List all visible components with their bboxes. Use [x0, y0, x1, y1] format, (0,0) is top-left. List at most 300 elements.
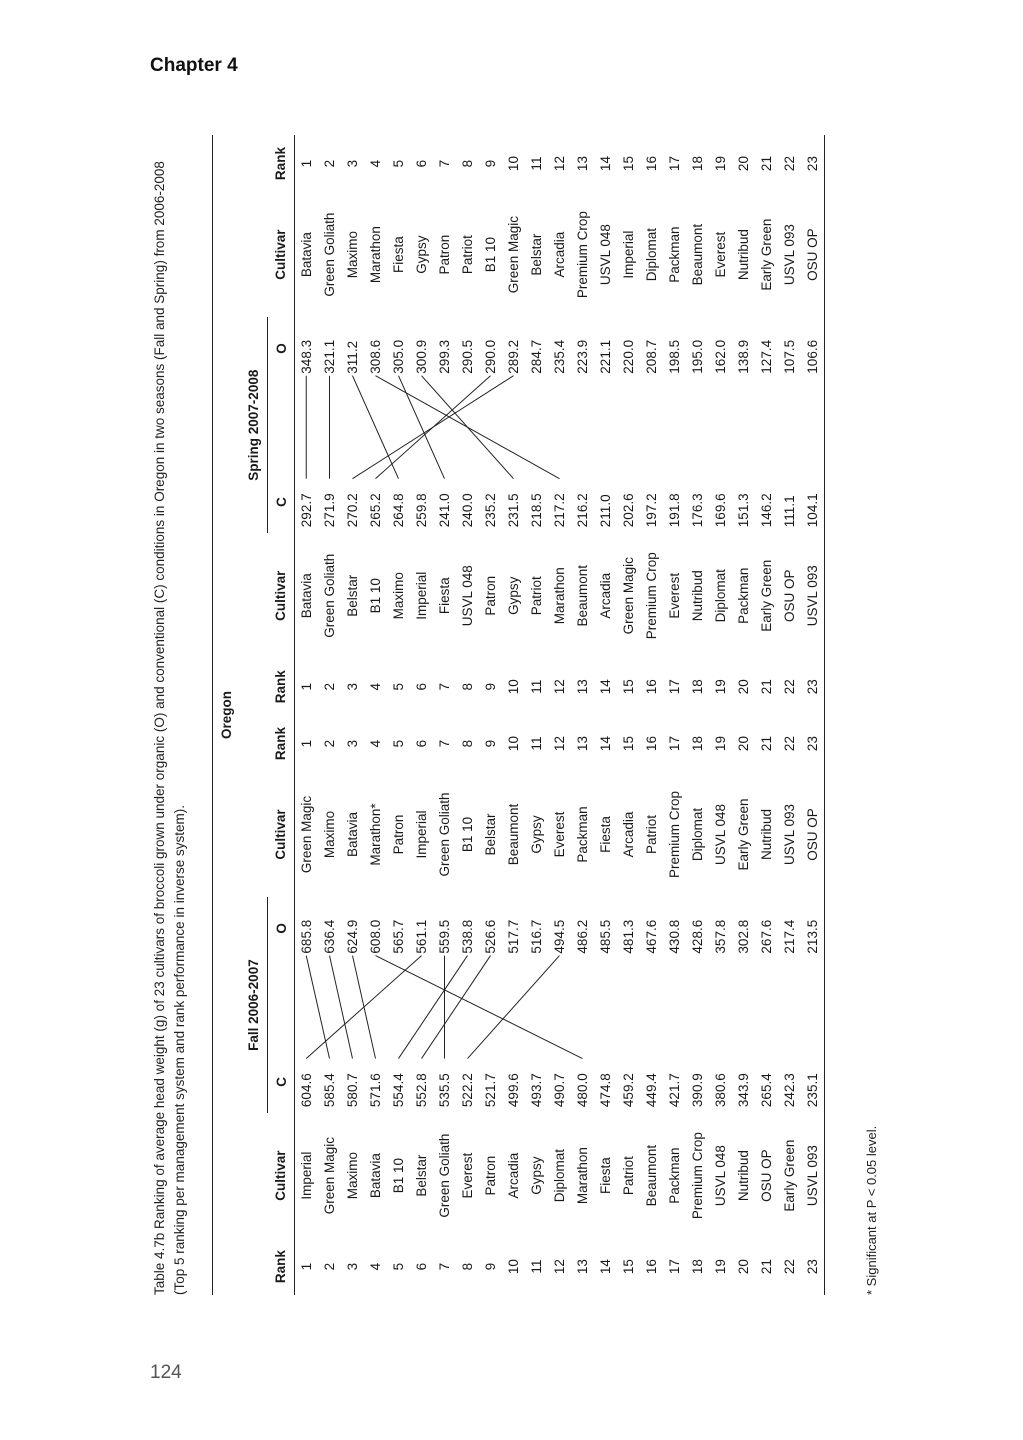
spring-o-cultivar-cell: Batavia [299, 232, 314, 278]
fall-o-value-cell: 213.5 [801, 897, 825, 960]
fall-c-cultivar-cell: USVL 048 [713, 1145, 728, 1207]
spacer [732, 380, 755, 471]
fall-c-cultivar-cell: Arcadia [506, 1152, 521, 1199]
fall-c-value-cell: 421.7 [667, 1073, 682, 1108]
rank-cell: 23 [801, 135, 825, 192]
spring-c-cultivar-cell: Everest [667, 572, 682, 619]
fall-c-cultivar-cell: Patriot [621, 1156, 636, 1196]
fall-c-value-cell: 499.6 [506, 1073, 521, 1108]
fall-c-value-cell: 390.9 [690, 1073, 705, 1108]
col-header-cultivar: Cultivar [268, 772, 295, 897]
spacer [571, 960, 594, 1051]
table-row [502, 135, 525, 1295]
fall-c-value-cell: 585.4 [322, 1073, 337, 1108]
spacer [548, 380, 571, 471]
spacer [617, 380, 640, 471]
fall-c-cultivar-cell: Early Green [782, 1139, 797, 1212]
fall-c-value-cell: 459.2 [621, 1073, 636, 1108]
fall-o-cultivar-cell: Marathon* [368, 803, 383, 866]
fall-c-cultivar-cell: USVL 093 [801, 1113, 825, 1238]
fall-o-cultivar-cell: Premium Crop [667, 791, 682, 879]
col-header-o: O [268, 897, 295, 960]
fall-c-cultivar-cell: Maximo [345, 1151, 360, 1200]
fall-c-cultivar-cell: OSU OP [759, 1149, 774, 1202]
col-header-o: O [268, 317, 295, 380]
fall-o-value-cell: 517.7 [506, 919, 521, 954]
spring-o-value-cell: 290.0 [483, 339, 498, 374]
spring-o-value-cell: 107.5 [782, 339, 797, 374]
rank-cell: 12 [552, 679, 567, 695]
spring-o-cultivar-cell: Nutribud [736, 229, 751, 281]
fall-c-value-cell: 242.3 [782, 1073, 797, 1108]
rank-cell: 12 [552, 1259, 567, 1275]
spacer [801, 960, 825, 1051]
fall-c-cultivar-cell: Premium Crop [690, 1132, 705, 1220]
spring-c-value-cell: 235.2 [483, 493, 498, 528]
rank-cell: 14 [598, 1259, 613, 1275]
fall-c-value-cell: 343.9 [736, 1073, 751, 1108]
spring-c-value-cell: 241.0 [437, 493, 452, 528]
fall-c-value-cell: 265.4 [759, 1073, 774, 1108]
spring-c-cultivar-cell: Gypsy [506, 576, 521, 615]
fall-o-cultivar-cell: Imperial [414, 810, 429, 859]
rank-cell: 17 [667, 1259, 682, 1275]
spring-c-value-cell: 111.1 [782, 495, 797, 528]
spring-o-value-cell: 220.0 [621, 339, 636, 374]
table-body [295, 135, 825, 1295]
fall-o-cultivar-cell: B1 10 [460, 816, 475, 853]
spring-c-value-cell: 292.7 [299, 493, 314, 528]
fall-o-value-cell: 538.8 [460, 919, 475, 954]
rank-cell: 16 [644, 156, 659, 172]
rank-cell: 22 [782, 156, 797, 172]
rank-cell: 23 [801, 658, 825, 715]
spring-o-value-cell: 308.6 [368, 339, 383, 374]
rank-cell: 1 [299, 682, 314, 691]
spacer [456, 380, 479, 471]
rank-cell: 16 [644, 736, 659, 752]
table-row [295, 135, 319, 1295]
col-header-cultivar: Cultivar [268, 533, 295, 658]
fall-o-value-cell: 636.4 [322, 919, 337, 954]
spring-o-cultivar-cell: Fiesta [391, 236, 406, 274]
season-spring-header: Spring 2007-2008 [239, 317, 268, 533]
spacer [387, 380, 410, 471]
fall-c-value-cell: 552.8 [414, 1073, 429, 1108]
col-header-cultivar: Cultivar [268, 192, 295, 317]
rank-cell: 2 [322, 1262, 337, 1271]
spring-o-value-cell: 299.3 [437, 339, 452, 374]
spring-c-value-cell: 259.8 [414, 493, 429, 528]
rank-cell: 23 [801, 1238, 825, 1295]
fall-c-cultivar-cell: Marathon [575, 1147, 590, 1205]
region-header: Oregon [213, 135, 240, 1295]
rank-cell: 5 [391, 739, 406, 748]
spring-o-value-cell: 305.0 [391, 339, 406, 374]
spacer [318, 380, 341, 471]
spring-c-value-cell: 264.8 [391, 493, 406, 528]
fall-c-cultivar-cell: Gypsy [529, 1156, 544, 1195]
spacer [387, 960, 410, 1051]
table-row [640, 135, 663, 1295]
spring-c-value-cell: 211.0 [598, 494, 613, 528]
fall-c-value-cell: 580.7 [345, 1073, 360, 1108]
spacer [456, 960, 479, 1051]
spring-c-cultivar-cell: Batavia [299, 573, 314, 619]
table-row [778, 135, 801, 1295]
fall-o-cultivar-cell: Nutribud [759, 809, 774, 861]
rank-cell: 4 [368, 739, 383, 748]
rank-cell: 18 [690, 156, 705, 172]
spacer [594, 960, 617, 1051]
spacer [732, 960, 755, 1051]
spring-c-cultivar-cell: Patriot [529, 576, 544, 616]
col-header-cultivar: Cultivar [268, 1113, 295, 1238]
fall-c-cultivar-cell: Packman [667, 1147, 682, 1204]
fall-o-value-cell: 608.0 [368, 919, 383, 954]
fall-c-value-cell: 521.7 [483, 1073, 498, 1108]
spacer [433, 960, 456, 1051]
spacer [686, 380, 709, 471]
fall-o-cultivar-cell: Arcadia [621, 811, 636, 858]
col-header-rank: Rank [268, 658, 295, 715]
spring-c-value-cell: 146.2 [759, 493, 774, 528]
spacer [525, 380, 548, 471]
spring-o-cultivar-cell: Arcadia [552, 231, 567, 278]
fall-c-value-cell: 493.7 [529, 1073, 544, 1108]
fall-c-cultivar-cell: Diplomat [552, 1148, 567, 1203]
spring-o-value-cell: 284.7 [529, 339, 544, 374]
rank-cell: 18 [690, 679, 705, 695]
rank-cell: 11 [529, 1259, 544, 1274]
rank-cell: 18 [690, 736, 705, 752]
spacer [295, 380, 319, 471]
fall-o-cultivar-cell: Fiesta [598, 816, 613, 853]
rank-cell: 4 [368, 682, 383, 691]
spring-o-value-cell: 138.9 [736, 339, 751, 374]
spring-c-cultivar-cell: Diplomat [713, 569, 728, 623]
spring-c-value-cell: 217.2 [552, 493, 567, 528]
fall-c-cultivar-cell: Batavia [368, 1153, 383, 1199]
fall-o-cultivar-cell: Belstar [483, 813, 498, 856]
rank-cell: 14 [598, 679, 613, 695]
rank-cell: 14 [598, 156, 613, 172]
spring-o-cultivar-cell: Packman [667, 226, 682, 283]
rank-cell: 13 [575, 679, 590, 695]
rank-cell: 13 [575, 736, 590, 752]
fall-o-cultivar-cell: OSU OP [801, 772, 825, 897]
rank-cell: 20 [736, 156, 751, 172]
col-header-rank: Rank [268, 135, 295, 192]
table-row [732, 135, 755, 1295]
fall-o-cultivar-cell: Patron [391, 814, 406, 855]
rank-cell: 11 [529, 156, 544, 171]
spring-o-value-cell: 348.3 [299, 339, 314, 374]
spring-o-cultivar-cell: USVL 093 [782, 224, 797, 286]
fall-o-value-cell: 624.9 [345, 919, 360, 954]
rank-cell: 7 [437, 739, 452, 748]
rank-cell: 13 [575, 1259, 590, 1275]
rank-cell: 1 [299, 159, 314, 168]
spring-o-value-cell: 208.7 [644, 339, 659, 374]
fall-o-cultivar-cell: Everest [552, 811, 567, 858]
rank-cell: 7 [437, 159, 452, 168]
rank-cell: 6 [414, 682, 429, 691]
spring-c-value-cell: 218.5 [529, 493, 544, 528]
table-row [617, 135, 640, 1295]
spring-o-value-cell: 290.5 [460, 339, 475, 374]
spring-c-cultivar-cell: Beaumont [575, 564, 590, 627]
fall-o-value-cell: 685.8 [299, 919, 314, 954]
rank-cell: 21 [759, 679, 774, 695]
rank-cell: 7 [437, 1262, 452, 1271]
ranking-table [212, 135, 825, 1295]
rank-cell: 16 [644, 679, 659, 695]
fall-o-cultivar-cell: USVL 093 [782, 803, 797, 866]
spacer [295, 960, 319, 1051]
rank-cell: 4 [368, 159, 383, 168]
spring-o-cultivar-cell: B1 10 [483, 237, 498, 273]
rank-cell: 20 [736, 679, 751, 695]
rank-cell: 8 [460, 1262, 475, 1271]
fall-c-cultivar-cell: Everest [460, 1152, 475, 1199]
spacer [410, 960, 433, 1051]
spring-c-cultivar-cell: Packman [736, 567, 751, 624]
fall-o-cultivar-cell: Diplomat [690, 807, 705, 862]
rank-cell: 15 [621, 156, 636, 172]
fall-o-value-cell: 428.6 [690, 919, 705, 954]
fall-o-value-cell: 485.5 [598, 919, 613, 954]
spring-c-value-cell: 104.1 [801, 471, 825, 534]
rank-cell: 2 [322, 739, 337, 748]
rank-cell: 22 [782, 679, 797, 695]
spring-o-cultivar-cell: Patron [437, 234, 452, 275]
spring-c-cultivar-cell: USVL 048 [460, 565, 475, 627]
fall-c-value-cell: 449.4 [644, 1073, 659, 1108]
spring-c-cultivar-cell: Early Green [759, 559, 774, 632]
spring-o-cultivar-cell: Premium Crop [575, 211, 590, 299]
spring-c-cultivar-cell: Green Goliath [322, 553, 337, 638]
rank-cell: 17 [667, 736, 682, 752]
rank-cell: 19 [713, 679, 728, 695]
rank-cell: 3 [345, 682, 360, 691]
spacer [341, 380, 364, 471]
spring-c-cultivar-cell: Marathon [552, 567, 567, 625]
rank-cell: 1 [299, 1262, 314, 1271]
fall-c-cultivar-cell: Beaumont [644, 1144, 659, 1207]
spring-o-cultivar-cell: Gypsy [414, 235, 429, 274]
table-row [548, 135, 571, 1295]
fall-c-value-cell: 474.8 [598, 1073, 613, 1108]
spacer [502, 380, 525, 471]
spring-o-value-cell: 127.4 [759, 339, 774, 374]
spacer [686, 960, 709, 1051]
spring-o-value-cell: 289.2 [506, 339, 521, 374]
rank-cell: 8 [460, 682, 475, 691]
rank-cell: 9 [483, 682, 498, 691]
rank-cell: 5 [391, 1262, 406, 1271]
page-number: 124 [150, 1362, 182, 1383]
fall-c-cultivar-cell: Belstar [414, 1154, 429, 1197]
fall-o-cultivar-cell: Green Magic [299, 795, 314, 874]
table-row [456, 135, 479, 1295]
spring-o-cultivar-cell: Beaumont [690, 223, 705, 286]
rank-cell: 13 [575, 156, 590, 172]
spacer [755, 380, 778, 471]
spring-o-cultivar-cell: Green Goliath [322, 212, 337, 297]
spring-o-cultivar-cell: Early Green [759, 218, 774, 291]
spacer [640, 380, 663, 471]
rank-cell: 9 [483, 159, 498, 168]
fall-c-value-cell: 571.6 [368, 1073, 383, 1108]
rank-cell: 10 [506, 736, 521, 752]
rank-cell: 9 [483, 739, 498, 748]
spring-o-cultivar-cell: Marathon [368, 226, 383, 284]
table-row [410, 135, 433, 1295]
fall-o-value-cell: 481.3 [621, 919, 636, 954]
rank-cell: 6 [414, 739, 429, 748]
rank-cell: 2 [322, 159, 337, 168]
table-row [433, 135, 456, 1295]
spring-o-value-cell: 311.2 [345, 340, 360, 374]
col-header-c: C [268, 471, 295, 534]
fall-o-cultivar-cell: Green Goliath [437, 792, 452, 877]
footnote: * Significant at P < 0.05 level. [864, 1125, 879, 1295]
fall-o-value-cell: 430.8 [667, 919, 682, 954]
rank-cell: 18 [690, 1259, 705, 1275]
fall-o-value-cell: 267.6 [759, 919, 774, 954]
table-row [686, 135, 709, 1295]
spring-c-value-cell: 151.3 [736, 493, 751, 528]
col-header-c: C [268, 1051, 295, 1114]
fall-o-cultivar-cell: Patriot [644, 815, 659, 855]
table-row [479, 135, 502, 1295]
fall-c-value-cell: 235.1 [801, 1051, 825, 1114]
spacer [479, 960, 502, 1051]
spacer [663, 960, 686, 1051]
table-row [318, 135, 341, 1295]
rank-cell: 8 [460, 739, 475, 748]
spring-c-value-cell: 216.2 [575, 493, 590, 528]
spacer [364, 960, 387, 1051]
spring-c-cultivar-cell: Belstar [345, 574, 360, 617]
spacer [778, 380, 801, 471]
rank-cell: 22 [782, 736, 797, 752]
spring-o-value-cell: 300.9 [414, 339, 429, 374]
fall-o-cultivar-cell: Beaumont [506, 803, 521, 866]
spring-c-value-cell: 197.2 [644, 493, 659, 528]
spring-o-cultivar-cell: USVL 048 [598, 224, 613, 286]
spring-o-value-cell: 106.6 [801, 317, 825, 380]
spring-o-cultivar-cell: OSU OP [801, 192, 825, 317]
fall-o-cultivar-cell: Batavia [345, 812, 360, 858]
spring-c-value-cell: 191.8 [667, 493, 682, 528]
spacer [525, 960, 548, 1051]
rank-cell: 11 [529, 679, 544, 694]
rank-cell: 17 [667, 679, 682, 695]
rank-cell: 3 [345, 1262, 360, 1271]
rank-cell: 20 [736, 736, 751, 752]
spring-c-value-cell: 231.5 [506, 493, 521, 528]
spring-o-cultivar-cell: Imperial [621, 230, 636, 279]
fall-o-cultivar-cell: Gypsy [529, 815, 544, 854]
rank-cell: 22 [782, 1259, 797, 1275]
rank-cell: 3 [345, 159, 360, 168]
fall-c-value-cell: 535.5 [437, 1073, 452, 1108]
rank-cell: 15 [621, 736, 636, 752]
spacer [341, 960, 364, 1051]
col-header-rank: Rank [268, 715, 295, 772]
rank-cell: 20 [736, 1259, 751, 1275]
rank-cell: 8 [460, 159, 475, 168]
table-row [364, 135, 387, 1295]
rank-cell: 3 [345, 739, 360, 748]
spring-o-cultivar-cell: Belstar [529, 233, 544, 276]
fall-c-value-cell: 554.4 [391, 1073, 406, 1108]
rank-cell: 6 [414, 1262, 429, 1271]
table-row [571, 135, 594, 1295]
rank-cell: 15 [621, 1259, 636, 1275]
rank-cell: 16 [644, 1259, 659, 1275]
rank-cell: 7 [437, 682, 452, 691]
fall-o-value-cell: 217.4 [782, 919, 797, 954]
spring-o-cultivar-cell: Everest [713, 231, 728, 278]
fall-c-cultivar-cell: Nutribud [736, 1150, 751, 1202]
spring-o-value-cell: 321.1 [322, 339, 337, 374]
fall-c-cultivar-cell: Green Magic [322, 1136, 337, 1215]
fall-c-value-cell: 480.0 [575, 1073, 590, 1108]
fall-o-value-cell: 559.5 [437, 919, 452, 954]
rank-cell: 1 [299, 739, 314, 748]
spacer [548, 960, 571, 1051]
spacer [617, 960, 640, 1051]
spring-o-cultivar-cell: Green Magic [506, 215, 521, 294]
fall-c-cultivar-cell: Imperial [299, 1151, 314, 1200]
spring-c-cultivar-cell: Green Magic [621, 557, 636, 635]
fall-o-cultivar-cell: Packman [575, 806, 590, 863]
fall-o-value-cell: 302.8 [736, 919, 751, 954]
rank-cell: 21 [759, 1259, 774, 1275]
spacer [364, 380, 387, 471]
rank-cell: 21 [759, 736, 774, 752]
spacer [778, 960, 801, 1051]
spacer [755, 960, 778, 1051]
rank-cell: 14 [598, 736, 613, 752]
rank-cell: 21 [759, 156, 774, 172]
rank-cell: 19 [713, 156, 728, 172]
fall-o-value-cell: 494.5 [552, 919, 567, 954]
fall-c-value-cell: 490.7 [552, 1073, 567, 1108]
spring-c-value-cell: 176.3 [690, 493, 705, 528]
fall-c-value-cell: 604.6 [299, 1073, 314, 1108]
spring-c-value-cell: 270.2 [345, 493, 360, 528]
rank-cell: 10 [506, 1259, 521, 1275]
fall-o-value-cell: 516.7 [529, 919, 544, 954]
spacer [640, 960, 663, 1051]
spacer [709, 960, 732, 1051]
spacer [801, 380, 825, 471]
spacer [479, 380, 502, 471]
chapter-heading: Chapter 4 [150, 55, 238, 76]
fall-o-cultivar-cell: Maximo [322, 810, 337, 859]
rank-cell: 11 [529, 736, 544, 751]
spacer [410, 380, 433, 471]
table-row [709, 135, 732, 1295]
table-row [525, 135, 548, 1295]
spring-c-value-cell: 265.2 [368, 493, 383, 528]
season-fall-header: Fall 2006-2007 [239, 897, 268, 1113]
rank-cell: 2 [322, 682, 337, 691]
